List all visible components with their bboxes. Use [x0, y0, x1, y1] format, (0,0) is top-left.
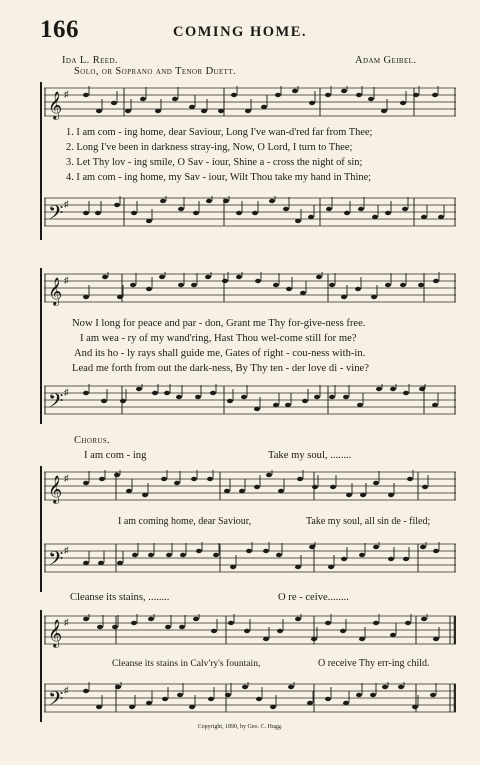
- note-head: [211, 629, 217, 633]
- note-head: [346, 493, 352, 497]
- note-head: [193, 211, 199, 215]
- composer-credit: Adam Geibel.: [355, 55, 417, 66]
- verse-line: Now I long for peace and par - don, Grant me Thy for-give-ness free.: [72, 318, 366, 329]
- clef-symbol: 𝄢: [48, 687, 64, 715]
- note-head: [388, 493, 394, 497]
- note-head: [273, 283, 279, 287]
- note-head: [225, 693, 231, 697]
- note-head: [231, 93, 237, 97]
- note-head: [419, 387, 425, 391]
- note-head: [83, 211, 89, 215]
- note-head: [405, 621, 411, 625]
- note-head: [325, 93, 331, 97]
- note-head: [343, 701, 349, 705]
- note-head: [373, 481, 379, 485]
- chorus-lyric: Cleanse its stains in Calv'ry's fountain,: [112, 658, 261, 669]
- note-head: [176, 395, 182, 399]
- key-signature: ♯: [64, 387, 69, 397]
- note-head: [155, 109, 161, 113]
- note-head: [300, 291, 306, 295]
- note-head: [297, 477, 303, 481]
- note-head: [213, 553, 219, 557]
- note-head: [400, 101, 406, 105]
- note-head: [398, 685, 404, 689]
- note-head: [343, 395, 349, 399]
- note-head: [120, 399, 126, 403]
- note-head: [277, 629, 283, 633]
- note-head: [430, 693, 436, 697]
- performance-note: Solo, or Soprano and Tenor Duett.: [74, 66, 237, 77]
- note-head: [385, 211, 391, 215]
- note-head: [174, 481, 180, 485]
- note-head: [372, 215, 378, 219]
- note-head: [160, 199, 166, 203]
- note-head: [263, 637, 269, 641]
- clef-symbol: 𝄞: [48, 277, 63, 305]
- music-staff: [44, 614, 456, 648]
- note-head: [341, 295, 347, 299]
- note-head: [373, 621, 379, 625]
- note-head: [146, 701, 152, 705]
- note-head: [83, 689, 89, 693]
- chorus-label: Chorus.: [74, 435, 111, 446]
- note-head: [357, 403, 363, 407]
- chorus-upper-text: Take my soul, ........: [268, 450, 352, 461]
- note-head: [359, 637, 365, 641]
- note-head: [222, 279, 228, 283]
- note-head: [373, 545, 379, 549]
- note-head: [400, 283, 406, 287]
- note-head: [270, 705, 276, 709]
- note-head: [172, 97, 178, 101]
- chorus-upper-text: Cleanse its stains, ........: [70, 592, 170, 603]
- note-head: [241, 395, 247, 399]
- music-staff: [44, 470, 456, 504]
- note-head: [148, 553, 154, 557]
- note-head: [356, 93, 362, 97]
- key-signature: ♯: [64, 275, 69, 285]
- note-head: [129, 705, 135, 709]
- verse-line: Lead me forth from out the dark-ness, By Thy ten - der love di - vine?: [72, 363, 369, 374]
- music-staff: [44, 542, 456, 576]
- note-head: [388, 557, 394, 561]
- note-head: [316, 275, 322, 279]
- note-head: [358, 207, 364, 211]
- note-head: [307, 701, 313, 705]
- note-head: [179, 625, 185, 629]
- note-head: [117, 561, 123, 565]
- note-head: [112, 625, 118, 629]
- note-head: [228, 621, 234, 625]
- copyright-notice: Copyright, 1890, by Geo. C. Hugg.: [197, 724, 283, 730]
- note-head: [420, 545, 426, 549]
- note-head: [314, 395, 320, 399]
- note-head: [370, 693, 376, 697]
- note-head: [195, 395, 201, 399]
- note-head: [309, 545, 315, 549]
- verse-line: 3. Let Thy lov - ing smile, O Sav - iour, Shine a - cross the night of sin;: [66, 157, 363, 168]
- note-head: [96, 109, 102, 113]
- music-staff: [44, 196, 456, 230]
- note-head: [164, 391, 170, 395]
- note-head: [230, 565, 236, 569]
- note-head: [98, 561, 104, 565]
- note-head: [152, 391, 158, 395]
- note-head: [114, 473, 120, 477]
- verse-line: 1. I am com - ing home, dear Saviour, Long I've wan-d'red far from Thee;: [66, 127, 373, 138]
- note-head: [159, 275, 165, 279]
- verse-line: 4. I am com - ing home, my Sav - iour, Wilt Thou take my hand in Thine;: [66, 172, 372, 183]
- chorus-lyric: Take my soul, all sin de - filed;: [306, 516, 431, 527]
- note-head: [227, 399, 233, 403]
- note-head: [381, 109, 387, 113]
- note-head: [205, 275, 211, 279]
- note-head: [83, 617, 89, 621]
- note-head: [418, 283, 424, 287]
- note-head: [302, 399, 308, 403]
- key-signature: ♯: [64, 473, 69, 483]
- verse-line: I am wea - ry of my wand'ring, Hast Thou wel-come still for me?: [80, 333, 357, 344]
- note-head: [254, 485, 260, 489]
- note-head: [246, 549, 252, 553]
- note-head: [433, 279, 439, 283]
- clef-symbol: 𝄢: [48, 201, 64, 229]
- note-head: [263, 549, 269, 553]
- note-head: [239, 489, 245, 493]
- music-staff: [44, 682, 456, 716]
- note-head: [210, 391, 216, 395]
- key-signature: ♯: [64, 545, 69, 555]
- note-head: [111, 101, 117, 105]
- note-head: [161, 477, 167, 481]
- note-head: [224, 489, 230, 493]
- note-head: [309, 101, 315, 105]
- note-head: [295, 565, 301, 569]
- key-signature: ♯: [64, 617, 69, 627]
- verse-line: And its ho - ly rays shall guide me, Gates of right - cou-ness with-in.: [74, 348, 366, 359]
- note-head: [101, 399, 107, 403]
- note-head: [295, 617, 301, 621]
- note-head: [403, 557, 409, 561]
- note-head: [236, 211, 242, 215]
- note-head: [125, 109, 131, 113]
- note-head: [360, 493, 366, 497]
- note-head: [433, 637, 439, 641]
- note-head: [295, 219, 301, 223]
- note-head: [83, 295, 89, 299]
- note-head: [326, 207, 332, 211]
- key-signature: ♯: [64, 89, 69, 99]
- note-head: [191, 477, 197, 481]
- clef-symbol: 𝄞: [48, 91, 63, 119]
- note-head: [196, 549, 202, 553]
- chorus-upper-text: O re - ceive........: [278, 592, 349, 603]
- note-head: [83, 561, 89, 565]
- note-head: [207, 477, 213, 481]
- note-head: [376, 387, 382, 391]
- note-head: [341, 557, 347, 561]
- note-head: [180, 553, 186, 557]
- note-head: [189, 705, 195, 709]
- note-head: [140, 97, 146, 101]
- note-head: [102, 275, 108, 279]
- note-head: [206, 199, 212, 203]
- hymn-title: COMING HOME.: [173, 24, 307, 40]
- note-head: [136, 387, 142, 391]
- key-signature: ♯: [64, 685, 69, 695]
- note-head: [256, 697, 262, 701]
- page-number: 166: [40, 16, 79, 43]
- note-head: [83, 391, 89, 395]
- clef-symbol: 𝄞: [48, 475, 63, 503]
- note-head: [432, 93, 438, 97]
- note-head: [142, 493, 148, 497]
- note-head: [117, 295, 123, 299]
- note-head: [208, 697, 214, 701]
- note-head: [245, 109, 251, 113]
- clef-symbol: 𝄢: [48, 547, 64, 575]
- note-head: [286, 287, 292, 291]
- note-head: [146, 287, 152, 291]
- note-head: [266, 473, 272, 477]
- note-head: [201, 109, 207, 113]
- note-head: [432, 403, 438, 407]
- note-head: [438, 215, 444, 219]
- music-staff: [44, 272, 456, 306]
- note-head: [390, 633, 396, 637]
- note-head: [344, 211, 350, 215]
- note-head: [325, 621, 331, 625]
- note-head: [359, 553, 365, 557]
- music-staff: [44, 384, 456, 418]
- note-head: [421, 215, 427, 219]
- note-head: [242, 685, 248, 689]
- note-head: [130, 283, 136, 287]
- note-head: [285, 403, 291, 407]
- note-head: [165, 625, 171, 629]
- note-head: [407, 477, 413, 481]
- chorus-lyric: I am coming home, dear Saviour,: [118, 516, 252, 527]
- note-head: [328, 565, 334, 569]
- note-head: [193, 617, 199, 621]
- music-staff: [44, 86, 456, 120]
- note-head: [115, 685, 121, 689]
- note-head: [244, 629, 250, 633]
- note-head: [148, 617, 154, 621]
- note-head: [371, 295, 377, 299]
- note-head: [236, 275, 242, 279]
- verse-line: 2. Long I've been in darkness stray-ing, Now, O Lord, I turn to Thee;: [66, 142, 353, 153]
- note-head: [421, 617, 427, 621]
- note-head: [162, 697, 168, 701]
- note-head: [131, 211, 137, 215]
- note-head: [368, 97, 374, 101]
- chorus-upper-text: I am com - ing: [84, 450, 147, 461]
- note-head: [132, 553, 138, 557]
- note-head: [278, 489, 284, 493]
- note-head: [189, 105, 195, 109]
- note-head: [403, 391, 409, 395]
- note-head: [292, 89, 298, 93]
- note-head: [254, 407, 260, 411]
- note-head: [355, 287, 361, 291]
- note-head: [312, 485, 318, 489]
- note-head: [96, 705, 102, 709]
- note-head: [83, 481, 89, 485]
- note-head: [255, 279, 261, 283]
- note-head: [252, 211, 258, 215]
- note-head: [402, 207, 408, 211]
- note-head: [83, 93, 89, 97]
- note-head: [308, 215, 314, 219]
- note-head: [283, 207, 289, 211]
- note-head: [382, 685, 388, 689]
- note-head: [390, 387, 396, 391]
- note-head: [273, 403, 279, 407]
- note-head: [422, 485, 428, 489]
- clef-symbol: 𝄞: [48, 619, 63, 647]
- chorus-lyric: O receive Thy err-ing child.: [318, 658, 430, 669]
- note-head: [325, 697, 331, 701]
- note-head: [99, 477, 105, 481]
- note-head: [95, 211, 101, 215]
- lyricist-credit: Ida L. Reed.: [62, 55, 118, 66]
- note-head: [178, 207, 184, 211]
- note-head: [433, 549, 439, 553]
- clef-symbol: 𝄢: [48, 389, 64, 417]
- note-head: [261, 105, 267, 109]
- note-head: [114, 203, 120, 207]
- note-head: [356, 693, 362, 697]
- note-head: [329, 283, 335, 287]
- note-head: [288, 685, 294, 689]
- note-head: [218, 109, 224, 113]
- note-head: [275, 93, 281, 97]
- note-head: [126, 489, 132, 493]
- note-head: [269, 199, 275, 203]
- note-head: [412, 705, 418, 709]
- note-head: [330, 485, 336, 489]
- note-head: [385, 283, 391, 287]
- note-head: [311, 637, 317, 641]
- note-head: [413, 93, 419, 97]
- note-head: [178, 283, 184, 287]
- note-head: [97, 625, 103, 629]
- note-head: [177, 693, 183, 697]
- note-head: [166, 553, 172, 557]
- note-head: [329, 395, 335, 399]
- note-head: [131, 621, 137, 625]
- note-head: [191, 283, 197, 287]
- note-head: [146, 219, 152, 223]
- note-head: [223, 199, 229, 203]
- note-head: [276, 553, 282, 557]
- key-signature: ♯: [64, 199, 69, 209]
- note-head: [340, 629, 346, 633]
- note-head: [341, 89, 347, 93]
